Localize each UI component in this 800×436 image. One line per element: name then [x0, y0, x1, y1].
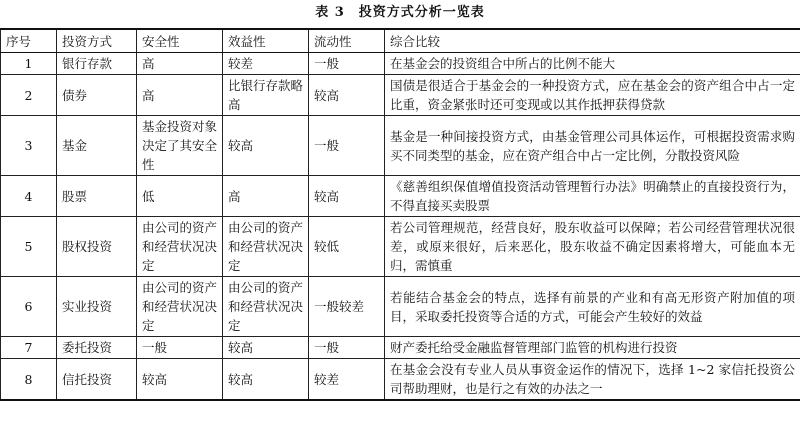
cell-index: 7	[1, 337, 57, 359]
header-method: 投资方式	[57, 29, 137, 53]
cell-safety: 由公司的资产和经营状况决定	[137, 277, 223, 337]
header-profit: 效益性	[223, 29, 309, 53]
table-row	[1, 217, 800, 277]
table-row	[1, 337, 800, 359]
cell-index: 6	[1, 277, 57, 337]
cell-safety: 基金投资对象决定了其安全性	[137, 116, 223, 176]
header-liquidity: 流动性	[309, 29, 385, 53]
cell-profit: 较高	[223, 359, 309, 401]
cell-safety: 较高	[137, 359, 223, 401]
cell-method: 股权投资	[57, 217, 137, 277]
cell-method: 实业投资	[57, 277, 137, 337]
cell-index: 4	[1, 176, 57, 217]
cell-index: 5	[1, 217, 57, 277]
table-row	[1, 75, 800, 116]
cell-liquidity: 较高	[309, 75, 385, 116]
cell-index: 3	[1, 116, 57, 176]
cell-method: 债券	[57, 75, 137, 116]
investment-analysis-table	[0, 28, 800, 401]
header-summary: 综合比较	[385, 29, 800, 53]
header-safety: 安全性	[137, 29, 223, 53]
cell-method: 股票	[57, 176, 137, 217]
cell-liquidity: 一般	[309, 337, 385, 359]
cell-summary: 若能结合基金会的特点，选择有前景的产业和有高无形资产附加值的项目，采取委托投资等合适的方式，可能会产生较好的效益	[385, 277, 800, 337]
cell-liquidity: 一般较差	[309, 277, 385, 337]
table-row	[1, 277, 800, 337]
table-header-row	[1, 29, 800, 53]
cell-safety: 由公司的资产和经营状况决定	[137, 217, 223, 277]
cell-profit: 较高	[223, 116, 309, 176]
cell-safety: 一般	[137, 337, 223, 359]
cell-index: 8	[1, 359, 57, 401]
table-row	[1, 53, 800, 75]
cell-summary: 《慈善组织保值增值投资活动管理暂行办法》明确禁止的直接投资行为，不得直接买卖股票	[385, 176, 800, 217]
cell-safety: 低	[137, 176, 223, 217]
cell-method: 委托投资	[57, 337, 137, 359]
cell-method: 信托投资	[57, 359, 137, 401]
cell-safety: 高	[137, 75, 223, 116]
cell-profit: 较差	[223, 53, 309, 75]
cell-profit: 比银行存款略高	[223, 75, 309, 116]
cell-summary: 在基金会没有专业人员从事资金运作的情况下，选择 1~2 家信托投资公司帮助理财，也是行之有效的办法之一	[385, 359, 800, 401]
cell-liquidity: 一般	[309, 53, 385, 75]
cell-profit: 高	[223, 176, 309, 217]
cell-profit: 由公司的资产和经营状况决定	[223, 277, 309, 337]
cell-liquidity: 一般	[309, 116, 385, 176]
table-row	[1, 116, 800, 176]
table-caption: 表 3 投资方式分析一览表	[315, 5, 485, 20]
cell-summary: 若公司管理规范，经营良好，股东收益可以保障；若公司经营管理状况很差，或原来很好，后来恶化，股东收益不确定因素将增大，可能血本无归，需慎重	[385, 217, 800, 277]
cell-profit: 较高	[223, 337, 309, 359]
cell-profit: 由公司的资产和经营状况决定	[223, 217, 309, 277]
table-row	[1, 176, 800, 217]
cell-liquidity: 较低	[309, 217, 385, 277]
cell-liquidity: 较高	[309, 176, 385, 217]
table-row	[1, 359, 800, 401]
cell-summary: 基金是一种间接投资方式，由基金管理公司具体运作，可根据投资需求购买不同类型的基金，应在资产组合中占一定比例，分散投资风险	[385, 116, 800, 176]
header-index: 序号	[1, 29, 57, 53]
cell-method: 银行存款	[57, 53, 137, 75]
cell-safety: 高	[137, 53, 223, 75]
cell-index: 2	[1, 75, 57, 116]
cell-summary: 在基金会的投资组合中所占的比例不能大	[385, 53, 800, 75]
cell-index: 1	[1, 53, 57, 75]
cell-liquidity: 较差	[309, 359, 385, 401]
cell-summary: 财产委托给受金融监督管理部门监管的机构进行投资	[385, 337, 800, 359]
cell-summary: 国债是很适合于基金会的一种投资方式，应在基金会的资产组合中占一定比重，资金紧张时还可变现或以其作抵押获得贷款	[385, 75, 800, 116]
cell-method: 基金	[57, 116, 137, 176]
